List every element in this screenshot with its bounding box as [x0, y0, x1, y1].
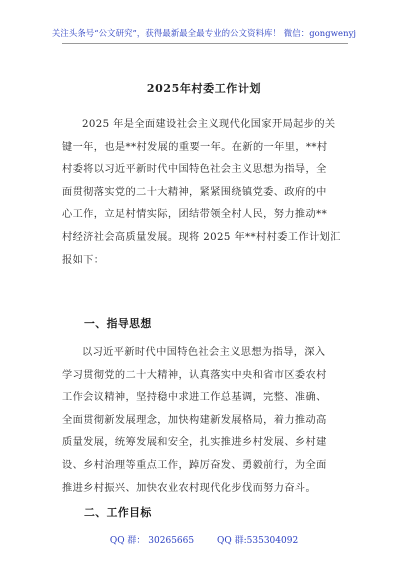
body-line: 推进乡村振兴、加快农业农村现代化步伐而努力奋斗。	[62, 482, 317, 494]
body-line: 学习贯彻党的二十大精神，认真落实中央和省市区委农村	[62, 369, 327, 381]
intro-line: 2025 年是全面建设社会主义现代化国家开局起步的关	[82, 119, 336, 130]
footer-qq-group-2: QQ 群:535304092	[216, 536, 299, 546]
document-title: 2025年村委工作计划	[146, 82, 262, 95]
footer-qq-group-1: QQ 群： 30265665	[109, 536, 195, 546]
section-heading-guiding-ideology: 一、指导思想	[84, 317, 152, 330]
guiding-ideology-paragraph	[62, 342, 348, 500]
intro-paragraph	[62, 114, 348, 272]
footer-qq-groups	[0, 533, 408, 546]
body-line: 设、乡村治理等重点工作，踔厉奋发、勇毅前行，为全面	[62, 459, 327, 471]
intro-line: 村经济社会高质量发展。现将 2025 年**村村委工作计划汇	[62, 231, 341, 243]
intro-line: 键一年，也是**村发展的重要一年。在新的一年里，**村	[62, 141, 328, 153]
body-line: 以习近平新时代中国特色社会主义思想为指导，深入	[82, 347, 326, 358]
header-divider	[62, 43, 348, 44]
intro-line: 心工作，立足村情实际，团结带领全村人民，努力推动**	[62, 209, 328, 221]
body-line: 全面贯彻新发展理念，加快构建新发展格局，着力推动高	[62, 414, 327, 426]
body-line: 质量发展，统筹发展和安全，扎实推进乡村发展、乡村建	[62, 437, 327, 449]
intro-line: 报如下：	[62, 254, 105, 266]
header-banner: 关注头条号“公文研究”，获得最新最全最专业的公文资料库！ 微信：gongwenyj	[51, 28, 357, 38]
section-heading-work-goals: 二、工作目标	[84, 506, 152, 519]
body-line: 工作会议精神，坚持稳中求进工作总基调，完整、准确、	[62, 392, 327, 404]
intro-line: 面贯彻落实党的二十大精神，紧紧围绕镇党委、政府的中	[62, 186, 327, 198]
intro-line: 村委将以习近平新时代中国特色社会主义思想为指导，全	[62, 164, 327, 176]
